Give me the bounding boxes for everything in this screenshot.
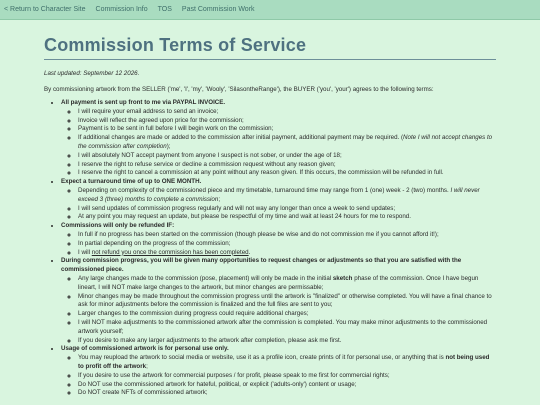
section-changes: [61, 257, 496, 345]
list-item: ◦ If you desire to use the artwork for commercial purposes / for profit, please speak to me first for commercial rights;: [78, 372, 496, 381]
nav-return-link[interactable]: < Return to Character Site: [4, 6, 86, 13]
section-usage-heading: Usage of commissioned artwork is for personal use only.: [61, 345, 229, 353]
list-item: ◦ Minor changes may be made throughout the commission progress until the artwork is "finalized" or otherwise completed. You will have a final chance to ask for minor adjustments before the commission is finalized and the full files are sent to you;: [78, 293, 496, 311]
main-content: [0, 20, 540, 398]
list-item: ◦ At any point you may request an update, but please be respectful of my time and wait at least 24 hours for me to respond.: [78, 213, 496, 222]
list-item: ◦ Do NOT use the commissioned artwork for hateful, political, or explicit ('adults-only') content or usage;: [78, 381, 496, 390]
section-turnaround-heading: Expect a turnaround time of up to ONE MONTH.: [61, 178, 202, 186]
list-item: ◦ Do NOT create NFTs of commissioned artwork;: [78, 389, 496, 398]
last-updated: Last updated: September 12 2026.: [44, 70, 140, 77]
section-payment: [61, 99, 496, 178]
list-item: ◦ In full if no progress has been started on the commission (though please be wise and do not commission me if you cannot afford it!);: [78, 231, 496, 240]
list-item: ◦ Payment is to be sent in full before I will begin work on the commission;: [78, 125, 496, 134]
list-item: ◦ I will not refund you once the commission has been completed.: [78, 249, 496, 258]
list-item: ◦ Depending on complexity of the commissioned piece and my timetable, turnaround time may range from 1 (one) week - 2 (two) months. I will never exceed 3 (three) months to complete a commission;: [78, 187, 496, 205]
section-refunds-heading: Commissions will only be refunded IF:: [61, 222, 175, 230]
top-nav: [0, 0, 540, 20]
list-item: ◦ I will NOT make adjustments to the commissioned artwork after the commission is completed. You may make minor adjustments to the commissioned artwork yourself;: [78, 319, 496, 337]
section-payment-items: [61, 108, 496, 178]
list-item: ◦ If additional changes are made or added to the commission after initial payment, additional payment may be required. (Note I will not accept changes to the commission after completion);: [78, 134, 496, 152]
list-item: ◦ Any large changes made to the commission (pose, placement) will only be made in the initial sketch phase of the commission. Once I have begun lineart, I will NOT make large changes to the artwork, but minor changes are permissable;: [78, 275, 496, 293]
list-item: ◦ Larger changes to the commission during progress could require additional charges;: [78, 310, 496, 319]
nav-tos-link[interactable]: TOS: [157, 6, 172, 13]
section-payment-heading: All payment is sent up front to me via PAYPAL INVOICE.: [61, 99, 226, 106]
list-item: ◦ I reserve the right to cancel a commission at any point without any reason given. If this occurs, the commission will be refunded in full.: [78, 169, 496, 178]
section-turnaround-items: [61, 187, 496, 222]
list-item: ◦ I will send updates of commission progress regularly and will not way any longer than once a week to send updates;: [78, 205, 496, 214]
nav-commission-info-link[interactable]: Commission Info: [95, 6, 148, 13]
section-changes-heading: During commission progress, you will be given many opportunities to request changes or adjustments so that you are satisfied with the commissioned piece.: [61, 257, 462, 274]
page-title: Commission Terms of Service: [44, 35, 496, 60]
nav-past-work-link[interactable]: Past Commission Work: [181, 6, 255, 13]
list-item: ◦ You may reupload the artwork to social media or website, use it as a profile icon, create prints of it for personal use, or anything that is not being used to profit off the artwork;: [78, 354, 496, 372]
section-refunds: [61, 222, 496, 257]
section-turnaround: [61, 178, 496, 222]
list-item: ◦ I will absolutely NOT accept payment from anyone I suspect is not sober, or under the age of 18;: [78, 152, 496, 161]
section-refunds-items: [61, 231, 496, 257]
section-usage-items: [61, 354, 496, 398]
list-item: ◦ If you desire to make any larger adjustments to the artwork after completion, please ask me first.: [78, 337, 496, 346]
section-usage: [61, 345, 496, 398]
intro-text: By commissioning artwork from the SELLER ('me', 'I', 'my', 'Wooly', 'SilasontheRange'), the BUYER ('you', 'your') agrees to the following terms:: [44, 86, 434, 93]
section-changes-items: [61, 275, 496, 345]
list-item: ◦ I will require your email address to send an invoice;: [78, 108, 496, 117]
list-item: ◦ Invoice will reflect the agreed upon price for the commission;: [78, 117, 496, 126]
terms-list: [44, 99, 496, 398]
list-item: ◦ I reserve the right to refuse service or decline a commission request without any reason given;: [78, 161, 496, 170]
list-item: ◦ In partial depending on the progress of the commission;: [78, 240, 496, 249]
